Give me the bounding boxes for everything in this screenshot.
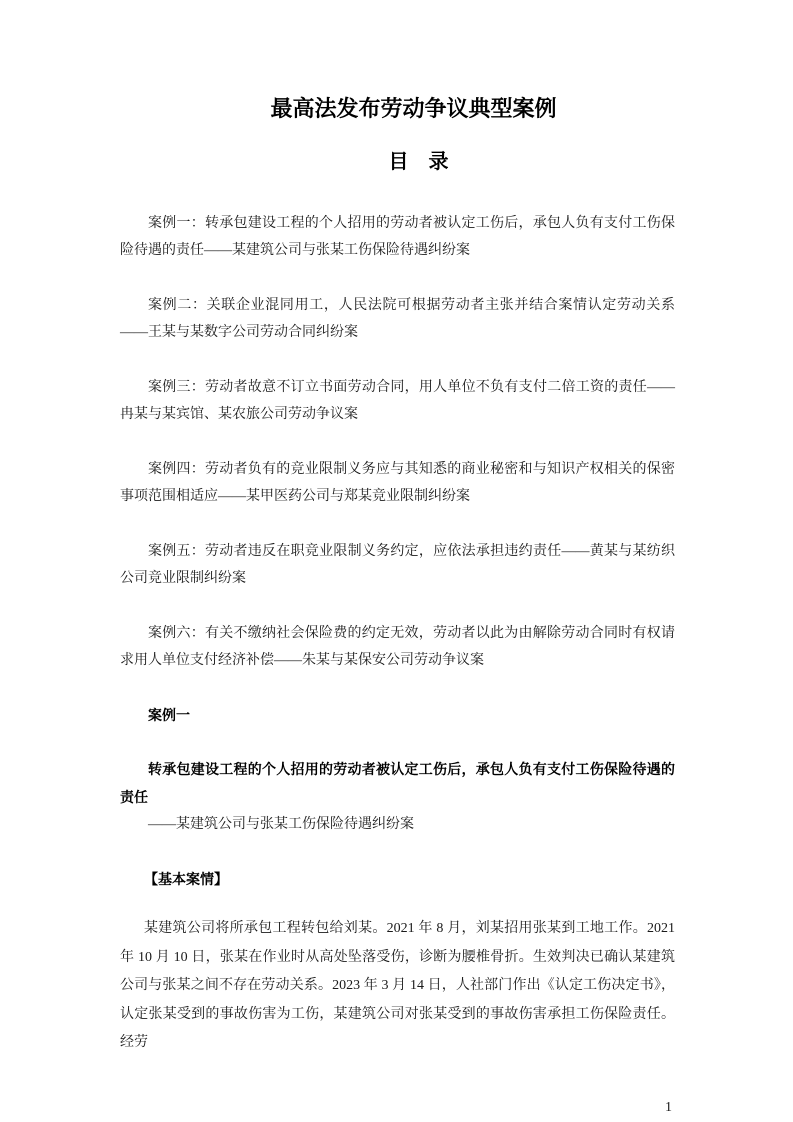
toc-entry-case-1: 案例一：转承包建设工程的个人招用的劳动者被认定工伤后，承包人负有支付工伤保险待遇的责任——某建筑公司与张某工伤保险待遇纠纷案 bbox=[120, 216, 675, 258]
toc-title: 目 录 bbox=[388, 151, 449, 173]
table-of-contents bbox=[120, 210, 675, 674]
toc-entry-case-5: 案例五：劳动者违反在职竞业限制义务约定，应依法承担违约责任——黄某与某纺织公司竞业限制纠纷案 bbox=[120, 544, 675, 586]
toc-entry-case-2: 案例二：关联企业混同用工，人民法院可根据劳动者主张并结合案情认定劳动关系——王某与某数字公司劳动合同纠纷案 bbox=[120, 298, 675, 340]
document-title: 最高法发布劳动争议典型案例 bbox=[270, 96, 557, 121]
basic-facts-label: 【基本案情】 bbox=[144, 871, 228, 887]
page-number: 1 bbox=[665, 1100, 672, 1115]
case-one-heading: 转承包建设工程的个人招用的劳动者被认定工伤后，承包人负有支付工伤保险待遇的责任 bbox=[120, 761, 675, 805]
case-one-label: 案例一 bbox=[148, 707, 190, 723]
toc-entry-case-3: 案例三：劳动者故意不订立书面劳动合同，用人单位不负有支付二倍工资的责任——冉某与某宾馆、某农旅公司劳动争议案 bbox=[120, 380, 675, 422]
toc-entry-case-6: 案例六：有关不缴纳社会保险费的约定无效，劳动者以此为由解除劳动合同时有权请求用人单位支付经济补偿——朱某与某保安公司劳动争议案 bbox=[120, 626, 675, 668]
basic-facts-paragraph: 某建筑公司将所承包工程转包给刘某。2021 年 8 月，刘某招用张某到工地工作。2021 年 10 月 10 日，张某在作业时从高处坠落受伤，诊断为腰椎骨折。生效判决已确认某建筑公司与张某之间不存在劳动关系。2023 年 3 月 14 日，人社部门作出《认定工伤决定书》，认定张某受到的事故伤害为工伤，某建筑公司对张某受到的事故伤害承担工伤保险责任。经劳 bbox=[120, 921, 675, 1050]
toc-entry-case-4: 案例四：劳动者负有的竞业限制义务应与其知悉的商业秘密和与知识产权相关的保密事项范围相适应——某甲医药公司与郑某竞业限制纠纷案 bbox=[120, 462, 675, 504]
case-one-subtitle: ——某建筑公司与张某工伤保险待遇纠纷案 bbox=[148, 817, 414, 832]
